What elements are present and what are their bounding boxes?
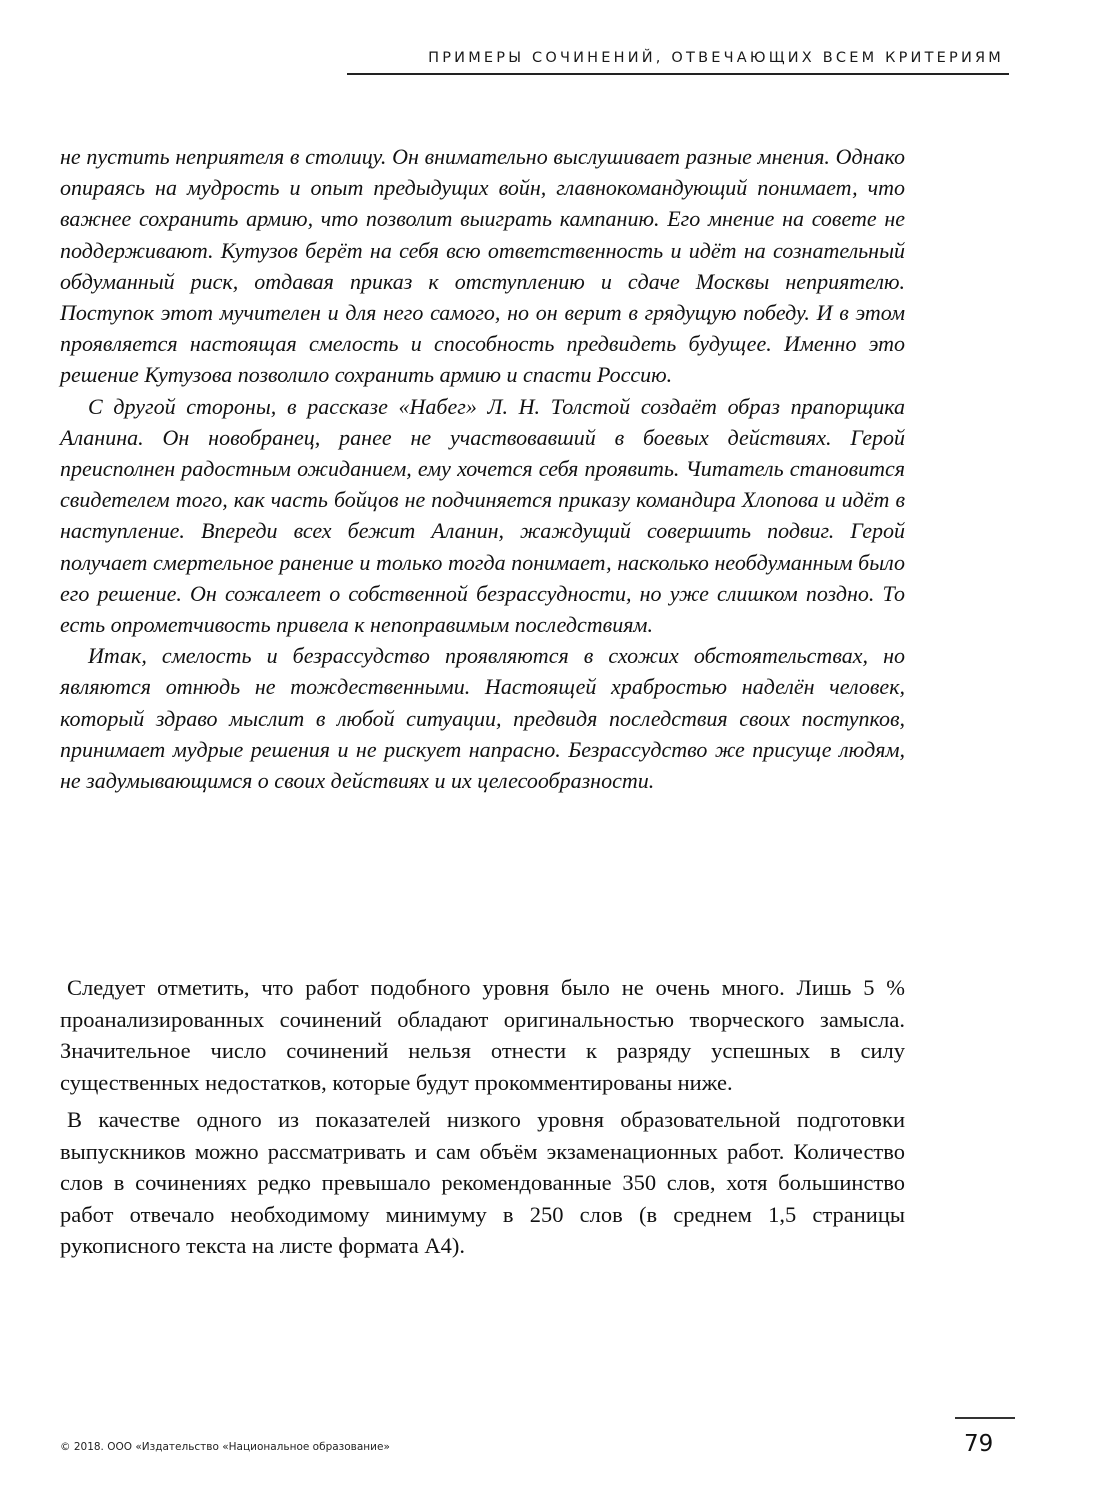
commentary-text — [60, 972, 905, 1262]
footer-rule — [955, 1417, 1015, 1419]
body-paragraph: В качестве одного из показателей низкого уровня образовательной подготовки выпускников можно рассматривать и сам объём экзаменационных работ. Количество слов в сочинениях редко превышало рекомендованные 350 слов, хотя большинство работ отвечало необходимому минимуму в 250 слов (в среднем 1,5 страницы рукописного текста на листе формата А4). — [60, 1107, 905, 1258]
essay-paragraph: С другой стороны, в рассказе «Набег» Л. Н. Толстой создаёт образ прапорщика Аланина. Он новобранец, ранее не участвовавший в боевых действиях. Герой преисполнен радостным ожиданием, ему хочется себя проявить. Читатель становится свидетелем того, как часть бойцов не подчиняется приказу командира Хлопова и идёт в наступление. Впереди всех бежит Аланин, жаждущий совершить подвиг. Герой получает смертельное ранение и только тогда понимает, насколько необдуманным было его решение. Он сожалеет о собственной безрассудности, но уже слишком поздно. То есть опрометчивость привела к непоправимым последствиям. — [60, 393, 905, 638]
header-rule — [347, 73, 1009, 75]
body-paragraph: Следует отметить, что работ подобного уровня было не очень много. Лишь 5 % проанализированных сочинений обладают оригинальностью творческого замысла. Значительное число сочинений нельзя отнести к разряду успешных в силу существенных недостатков, которые будут прокомментированы ниже. — [60, 975, 905, 1095]
page-number: 79 — [964, 1431, 994, 1457]
essay-paragraph: не пустить неприятеля в столицу. Он внимательно выслушивает разные мнения. Однако опираясь на мудрость и опыт предыдущих войн, главнокомандующий понимает, что важнее сохранить армию, что позволит выиграть кампанию. Его мнение на совете не поддерживают. Кутузов берёт на себя всю ответственность и идёт на сознательный обдуманный риск, отдавая приказ к отступлению и сдаче Москвы неприятелю. Поступок этот мучителен и для него самого, но он верит в грядущую победу. И в этом проявляется настоящая смелость и способность предвидеть будущее. Именно это решение Кутузова позволило сохранить армию и спасти Россию. — [60, 144, 905, 388]
running-header: ПРИМЕРЫ СОЧИНЕНИЙ, ОТВЕЧАЮЩИХ ВСЕМ КРИТЕРИЯМ — [428, 50, 1004, 66]
essay-paragraph: Итак, смелость и безрассудство проявляются в схожих обстоятельствах, но являются отнюдь не тождественными. Настоящей храбростью наделён человек, который здраво мыслит в любой ситуации, предвидя последствия своих поступков, принимает мудрые решения и не рискует напрасно. Безрассудство же присуще людям, не задумывающимся о своих действиях и их целесообразности. — [60, 643, 905, 794]
essay-quote — [60, 141, 905, 796]
copyright-notice: © 2018. ООО «Издательство «Национальное образование» — [60, 1441, 390, 1453]
